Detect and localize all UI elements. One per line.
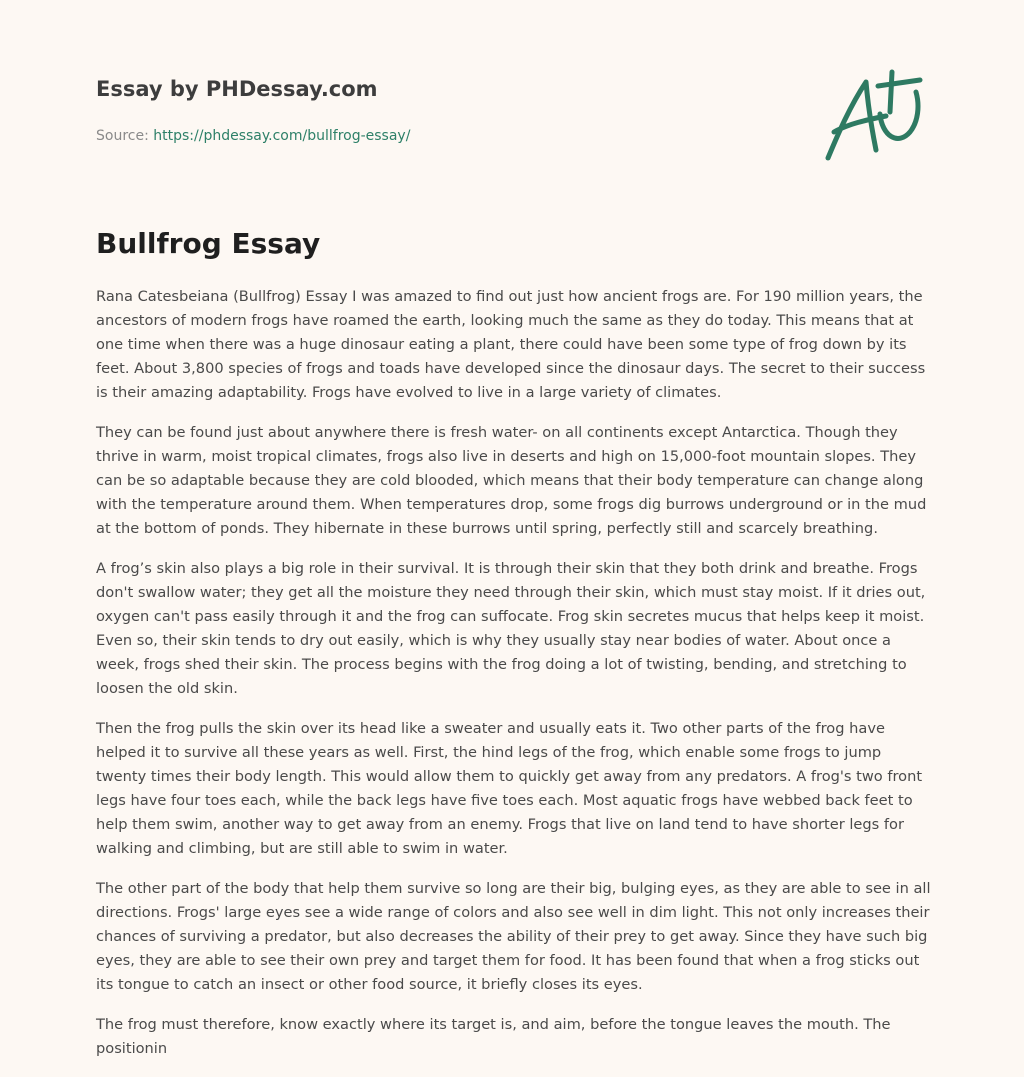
source-line	[96, 126, 796, 146]
paragraph: The frog must therefore, know exactly where its target is, and aim, before the tongue leaves the mouth. The positionin	[96, 1016, 891, 1057]
a-plus-grade-logo-icon	[820, 66, 930, 166]
source-link[interactable]: https://phdessay.com/bullfrog-essay/	[153, 128, 411, 144]
paragraph: They can be found just about anywhere there is fresh water- on all continents except Antarctica. Though they thrive in warm, moist tropical climates, frogs also live in deserts and high on 15,000-foot mountain slopes. They can be so adaptable because they are cold blooded, which means that their body temperature can change along with the temperature around them. When temperatures drop, some frogs dig burrows underground or in the mud at the bottom of ponds. They hibernate in these burrows until spring, perfectly still and scarcely breathing.	[96, 424, 927, 537]
article-title: Bullfrog Essay	[96, 227, 321, 260]
brand-title: Essay by PHDessay.com	[96, 77, 378, 101]
article-body	[96, 285, 936, 1077]
paragraph: A frog’s skin also plays a big role in their survival. It is through their skin that they both drink and breathe. Frogs don't swallow water; they get all the moisture they need through their skin, which must stay moist. If it dries out, oxygen can't pass easily through it and the frog can suffocate. Frog skin secretes mucus that helps keep it moist. Even so, their skin tends to dry out easily, which is why they usually stay near bodies of water. About once a week, frogs shed their skin. The process begins with the frog doing a lot of twisting, bending, and stretching to loosen the old skin.	[96, 560, 926, 697]
source-label: Source:	[96, 128, 149, 144]
page-header	[96, 74, 796, 146]
paragraph: Then the frog pulls the skin over its head like a sweater and usually eats it. Two other parts of the frog have helped it to survive all these years as well. First, the hind legs of the frog, which enable some frogs to jump twenty times their body length. This would allow them to quickly get away from any predators. A frog's two front legs have four toes each, while the back legs have five toes each. Most aquatic frogs have webbed back feet to help them swim, another way to get away from an enemy. Frogs that live on land tend to have shorter legs for walking and climbing, but are still able to swim in water.	[96, 720, 923, 857]
paragraph: The other part of the body that help them survive so long are their big, bulging eyes, as they are able to see in all directions. Frogs' large eyes see a wide range of colors and also see well in dim light. This not only increases their chances of surviving a predator, but also decreases the ability of their prey to get away. Since they have such big eyes, they are able to see their own prey and target them for food. It has been found that when a frog sticks out its tongue to catch an insect or other food source, it briefly closes its eyes.	[96, 880, 931, 993]
paragraph: Rana Catesbeiana (Bullfrog) Essay I was amazed to find out just how ancient frogs are. For 190 million years, the ancestors of modern frogs have roamed the earth, looking much the same as they do today. This means that at one time when there was a huge dinosaur eating a plant, there could have been some type of frog down by its feet. About 3,800 species of frogs and toads have developed since the dinosaur days. The secret to their success is their amazing adaptability. Frogs have evolved to live in a large variety of climates.	[96, 288, 926, 401]
